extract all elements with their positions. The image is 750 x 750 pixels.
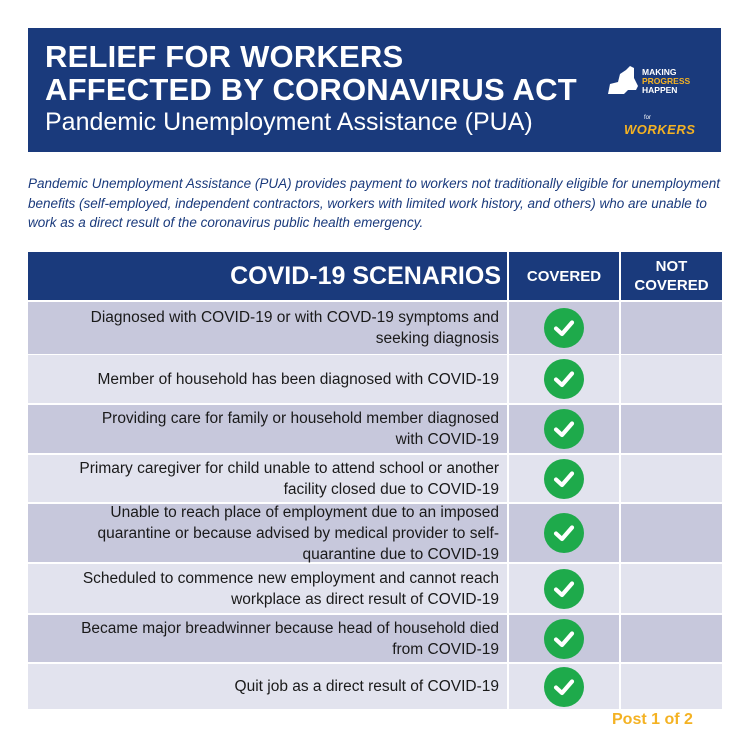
intro-paragraph: Pandemic Unemployment Assistance (PUA) provides payment to workers not traditionally eligible for unemployment benefits (self-employed, independent contractors, workers with limited work history, and others) who are unable to work as a direct result of the coronavirus public health emergency.: [28, 176, 721, 230]
not-covered-line-1: NOT: [655, 258, 688, 275]
logo-tagline: [642, 68, 690, 95]
scenario-line: Quit job as a direct result of COVID-19: [234, 678, 499, 695]
scenario-line: from COVID-19: [392, 640, 499, 658]
header-scenarios: COVID-19 SCENARIOS: [230, 261, 501, 290]
scenario-text: [79, 458, 499, 500]
header-not-covered: [621, 252, 722, 300]
scenario-cell: [28, 504, 507, 562]
scenario-cell: [28, 302, 507, 354]
checkmark-icon: [544, 459, 584, 499]
checkmark-icon: [544, 359, 584, 399]
scenario-text: [102, 408, 499, 450]
scenario-cell: [28, 455, 507, 502]
scenario-line: with COVID-19: [395, 431, 499, 448]
table-row: [28, 664, 722, 709]
page-title: [45, 40, 577, 106]
tagline-3: HAPPEN: [642, 85, 678, 95]
scenario-line: Diagnosed with COVID-19 or with COVD-19 symptoms and: [90, 309, 499, 326]
nys-logo: [606, 60, 716, 140]
scenario-line: workplace as direct result of COVID-19: [231, 590, 499, 608]
scenario-line: quarantine due to COVID-19: [302, 545, 499, 563]
not-covered-cell: [621, 405, 722, 453]
checkmark-icon: [544, 619, 584, 659]
header-covered: COVERED: [526, 267, 602, 285]
table-row: [28, 615, 722, 662]
header-banner: [28, 28, 721, 152]
table-row: [28, 302, 722, 354]
covered-cell: [509, 355, 619, 403]
not-covered-cell: [621, 564, 722, 613]
table-row: [28, 564, 722, 613]
post-counter: Post 1 of 2: [612, 711, 693, 728]
not-covered-cell: [621, 355, 722, 403]
scenario-line: Member of household has been diagnosed with COVID-19: [97, 370, 499, 388]
scenario-text: [97, 502, 499, 565]
checkmark-icon: [544, 569, 584, 609]
scenario-line: Providing care for family or household member diagnosed: [101, 410, 499, 427]
scenario-cell: [28, 615, 507, 662]
scenario-line: seeking diagnosis: [375, 330, 499, 347]
not-covered-cell: [621, 455, 722, 502]
table-row: [28, 405, 722, 453]
covered-cell: [509, 405, 619, 453]
table-row: [28, 504, 722, 562]
covered-cell: [509, 504, 619, 562]
logo-workers: WORKERS: [624, 122, 696, 137]
not-covered-line-2: COVERED: [634, 277, 709, 294]
scenario-text: [83, 568, 499, 610]
table-header: [28, 252, 722, 300]
scenario-line: quarantine or because advised by medical provider to self-: [97, 524, 499, 542]
covered-cell: [509, 302, 619, 354]
scenario-text: [91, 307, 499, 349]
scenario-cell: [28, 405, 507, 453]
not-covered-cell: [621, 615, 722, 662]
page-subtitle: Pandemic Unemployment Assistance (PUA): [45, 108, 533, 136]
scenario-line: Became major breadwinner because head of household died: [81, 619, 499, 637]
covered-cell: [509, 564, 619, 613]
covered-cell: [509, 615, 619, 662]
logo-for: for: [644, 115, 652, 121]
scenario-line: facility closed due to COVID-19: [283, 480, 499, 498]
checkmark-icon: [544, 308, 584, 348]
scenario-cell: [28, 664, 507, 709]
not-covered-cell: [621, 504, 722, 562]
table-row: [28, 455, 722, 502]
scenario-line: Scheduled to commence new employment and cannot reach: [82, 569, 499, 587]
tagline-2: PROGRESS: [642, 76, 691, 86]
not-covered-cell: [621, 302, 722, 354]
scenario-text: [81, 618, 499, 660]
covered-cell: [509, 455, 619, 502]
table-row: [28, 355, 722, 403]
checkmark-icon: [544, 409, 584, 449]
not-covered-cell: [621, 664, 722, 709]
scenario-cell: [28, 355, 507, 403]
covered-cell: [509, 664, 619, 709]
checkmark-icon: [544, 513, 584, 553]
title-line-1: RELIEF FOR WORKERS: [45, 39, 404, 74]
checkmark-icon: [544, 667, 584, 707]
tagline-1: MAKING: [642, 67, 677, 77]
title-line-2: AFFECTED BY CORONAVIRUS ACT: [45, 72, 577, 107]
scenario-line: Primary caregiver for child unable to attend school or another: [79, 459, 499, 477]
scenario-line: Unable to reach place of employment due to an imposed: [110, 503, 499, 521]
scenario-cell: [28, 564, 507, 613]
scenario-text: [97, 369, 499, 390]
scenario-text: [235, 676, 499, 697]
new-york-state-icon: [606, 64, 640, 98]
